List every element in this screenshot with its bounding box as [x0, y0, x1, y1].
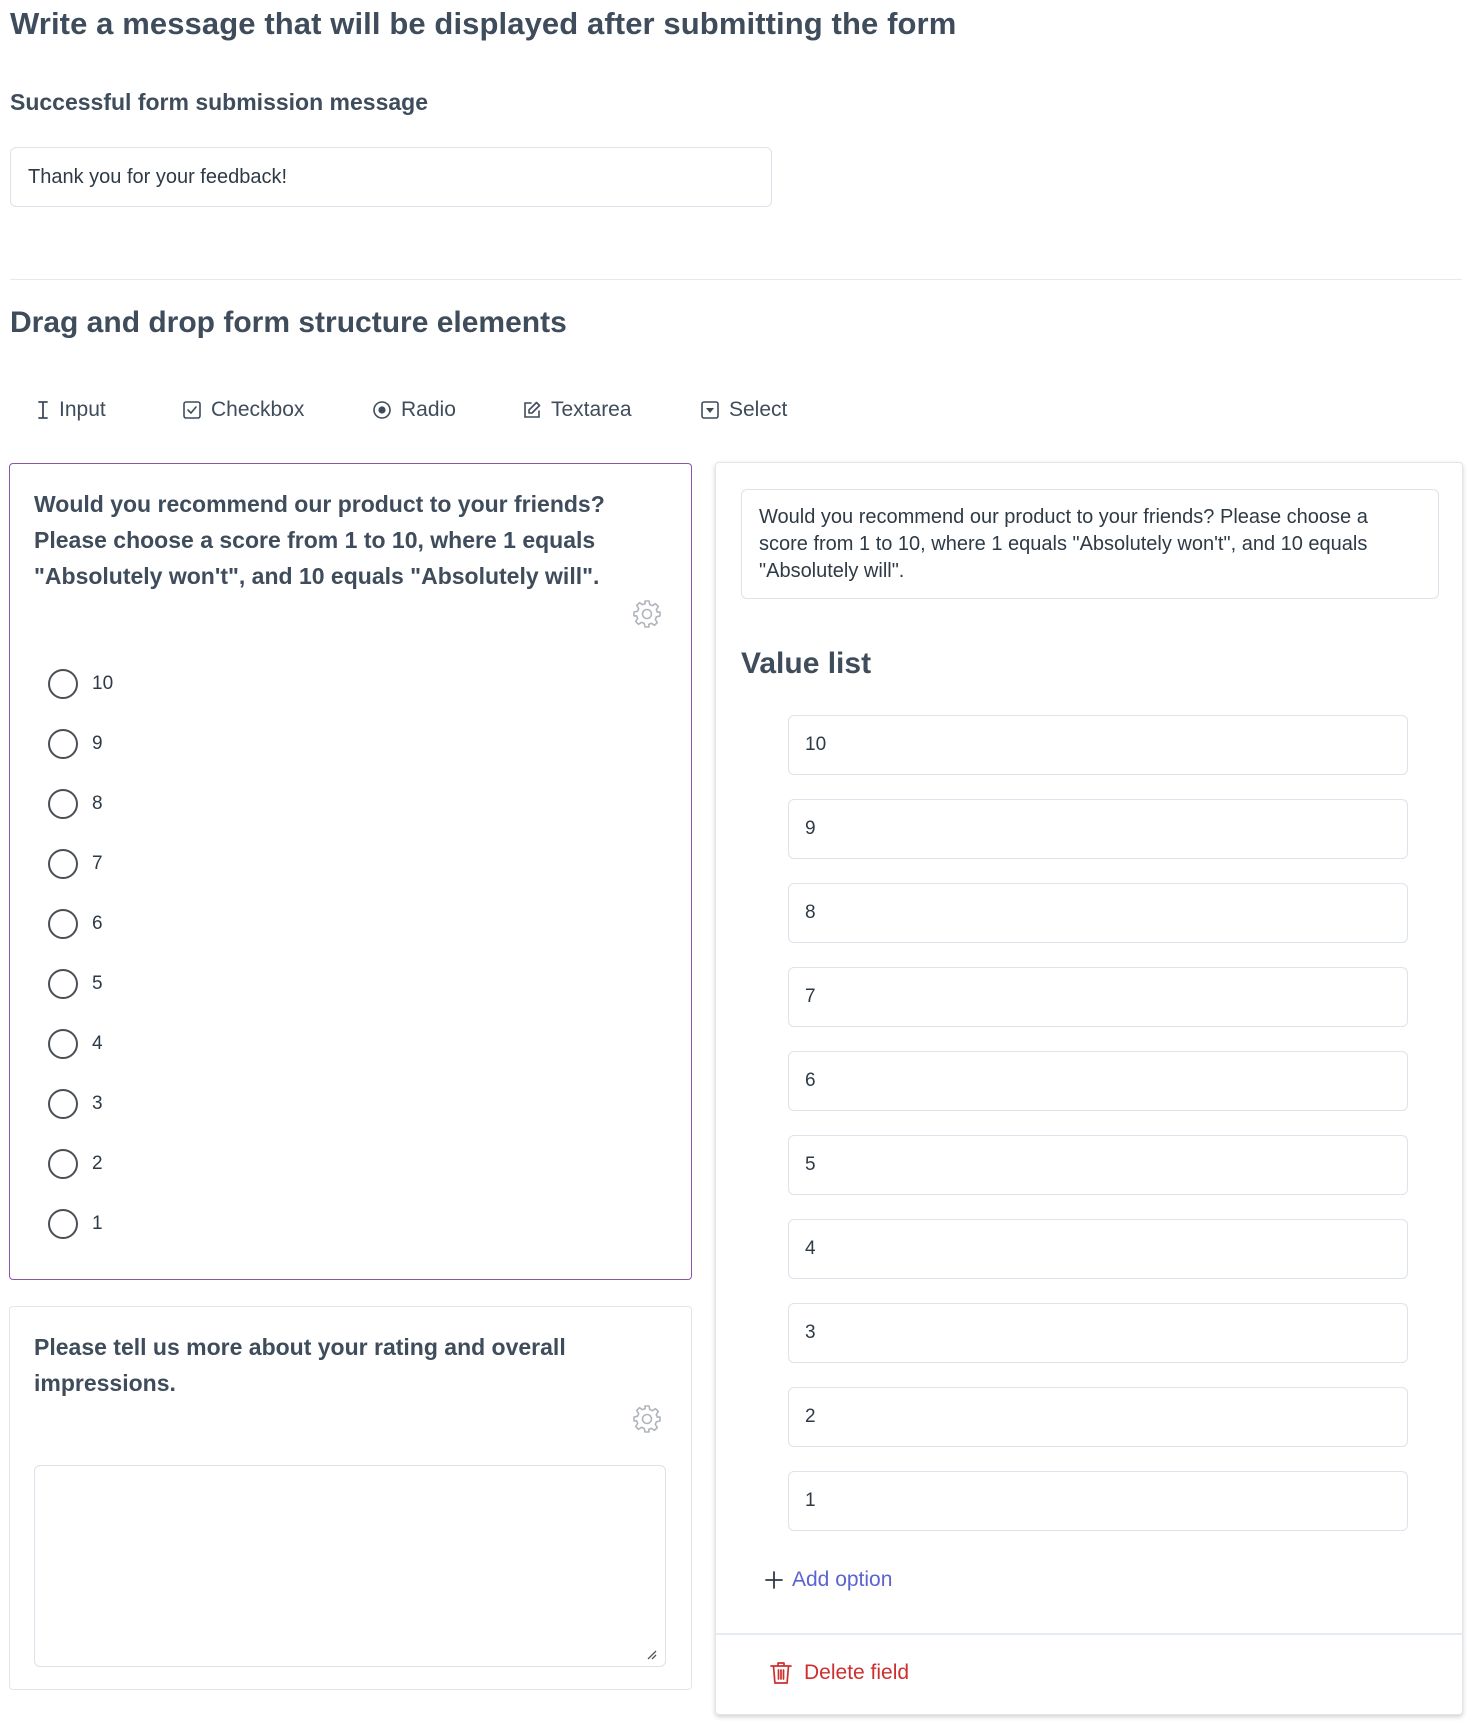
radio-option-label: 10 [92, 673, 114, 694]
resize-handle-icon[interactable] [645, 1648, 657, 1660]
tool-checkbox-label: Checkbox [211, 398, 305, 421]
element-toolbar [0, 393, 900, 427]
radio-option-label: 4 [92, 1033, 103, 1054]
radio-button[interactable] [48, 1029, 78, 1059]
radio-button[interactable] [48, 669, 78, 699]
radio-button[interactable] [48, 849, 78, 879]
success-message-heading: Write a message that will be displayed after submitting the form [10, 6, 957, 41]
panel-footer-divider [716, 1633, 1462, 1635]
tool-textarea-label: Textarea [551, 398, 632, 421]
value-option-input[interactable] [788, 1051, 1408, 1111]
section-divider [10, 279, 1462, 280]
value-list-title: Value list [741, 647, 872, 680]
radio-button[interactable] [48, 1209, 78, 1239]
value-option-input[interactable] [788, 799, 1408, 859]
radio-button[interactable] [48, 909, 78, 939]
edit-icon [522, 400, 542, 420]
tool-radio[interactable] [372, 393, 456, 427]
radio-option[interactable] [48, 728, 103, 760]
field-question-editor[interactable]: Would you recommend our product to your friends? Please choose a score from 1 to 10, where 1 equals "Absolutely won't", and 10 equals "Absolutely will". [741, 489, 1439, 599]
radio-button[interactable] [48, 969, 78, 999]
builder-heading: Drag and drop form structure elements [10, 306, 567, 339]
tool-radio-label: Radio [401, 398, 456, 421]
tool-input-label: Input [59, 398, 106, 421]
text-cursor-icon [36, 400, 50, 420]
delete-field-button[interactable] [768, 1658, 909, 1688]
success-message-input[interactable] [10, 147, 772, 207]
plus-icon [764, 1570, 784, 1590]
gear-icon[interactable] [631, 598, 663, 630]
select-icon [700, 400, 720, 420]
radio-field-card[interactable] [9, 463, 692, 1280]
textarea-field-question: Please tell us more about your rating and overall impressions. [34, 1334, 566, 1396]
delete-field-label: Delete field [804, 1661, 910, 1684]
tool-checkbox[interactable] [182, 393, 304, 427]
radio-icon [372, 400, 392, 420]
radio-option-label: 5 [92, 973, 103, 994]
value-option-input[interactable] [788, 1219, 1408, 1279]
add-option-button[interactable] [764, 1565, 892, 1595]
radio-button[interactable] [48, 1089, 78, 1119]
radio-option-label: 6 [92, 913, 103, 934]
value-option-input[interactable] [788, 1387, 1408, 1447]
textarea-field-card[interactable] [9, 1306, 692, 1690]
tool-textarea[interactable] [522, 393, 632, 427]
radio-field-question: Would you recommend our product to your friends? Please choose a score from 1 to 10, where 1 equals "Absolutely won't", and 10 equals "Absolutely will". [34, 491, 605, 589]
tool-select-label: Select [729, 398, 788, 421]
radio-option-label: 1 [92, 1213, 103, 1234]
radio-option-label: 2 [92, 1153, 103, 1174]
value-option-input[interactable] [788, 883, 1408, 943]
gear-icon[interactable] [631, 1403, 663, 1435]
radio-option[interactable] [48, 1148, 103, 1180]
radio-option-label: 8 [92, 793, 103, 814]
radio-option[interactable] [48, 1028, 103, 1060]
success-message-label: Successful form submission message [10, 89, 428, 115]
radio-option[interactable] [48, 908, 103, 940]
radio-option-label: 9 [92, 733, 103, 754]
value-option-input[interactable] [788, 715, 1408, 775]
tool-input[interactable] [36, 393, 106, 427]
radio-option[interactable] [48, 968, 103, 1000]
radio-button[interactable] [48, 789, 78, 819]
value-option-input[interactable] [788, 1135, 1408, 1195]
checkbox-icon [182, 400, 202, 420]
radio-option-label: 3 [92, 1093, 103, 1114]
tool-select[interactable] [700, 393, 787, 427]
radio-button[interactable] [48, 729, 78, 759]
radio-option[interactable] [48, 848, 103, 880]
radio-option-label: 7 [92, 853, 103, 874]
field-editor-panel [715, 462, 1463, 1715]
radio-option[interactable] [48, 1208, 103, 1240]
value-option-input[interactable] [788, 1303, 1408, 1363]
radio-option[interactable] [48, 668, 113, 700]
textarea-preview[interactable] [34, 1465, 666, 1667]
add-option-label: Add option [792, 1568, 893, 1591]
radio-option[interactable] [48, 788, 103, 820]
radio-button[interactable] [48, 1149, 78, 1179]
trash-icon [768, 1660, 794, 1686]
radio-option[interactable] [48, 1088, 103, 1120]
value-option-input[interactable] [788, 1471, 1408, 1531]
value-option-input[interactable] [788, 967, 1408, 1027]
